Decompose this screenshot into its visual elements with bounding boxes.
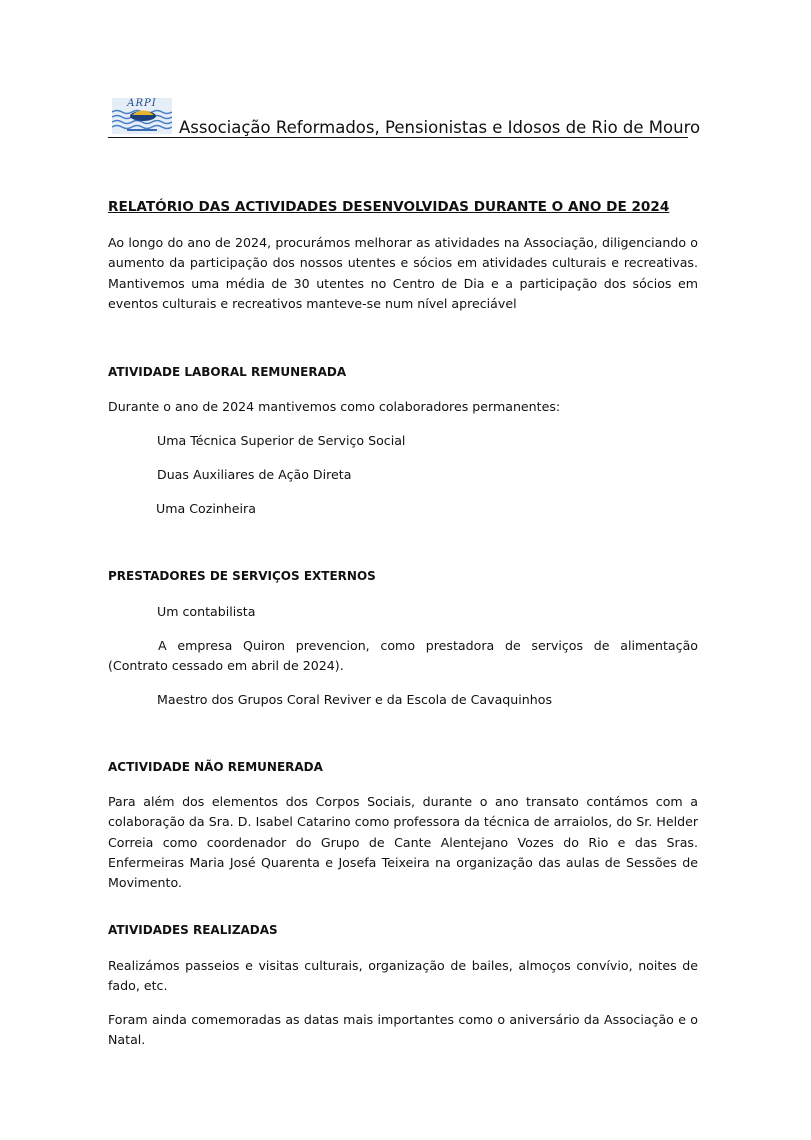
staff-item: Duas Auxiliares de Ação Direta: [157, 467, 352, 482]
section-heading-nao-remunerada: ACTIVIDADE NÃO REMUNERADA: [108, 760, 323, 774]
association-logo: [112, 98, 172, 134]
section-heading-externos: PRESTADORES DE SERVIÇOS EXTERNOS: [108, 569, 376, 583]
letterhead: [108, 96, 701, 140]
intro-paragraph: Ao longo do ano de 2024, procurámos melhorar as atividades na Associação, diligenciando o aumento da participação dos nossos utentes e sócios em atividades culturais e recreativas. Mantivemos uma média de 30 utentes no Centro de Dia e a participação dos sócios em eventos culturais e recreativos manteve-se num nível apreciável: [108, 235, 698, 311]
staff-item: Uma Técnica Superior de Serviço Social: [157, 433, 406, 448]
provider-item: A empresa Quiron prevencion, como prestadora de serviços de alimentação (Contrato cessado em abril de 2024).: [108, 638, 698, 674]
activities-paragraph: Realizámos passeios e visitas culturais, organização de bailes, almoços convívio, noites de fado, etc.: [108, 958, 698, 994]
logo-lettering: ARPI: [127, 98, 157, 109]
staff-item: Uma Cozinheira: [156, 501, 256, 516]
report-title: RELATÓRIO DAS ACTIVIDADES DESENVOLVIDAS DURANTE O ANO DE 2024: [108, 199, 670, 215]
header-underline: [108, 137, 688, 138]
section-heading-realizadas: ATIVIDADES REALIZADAS: [108, 923, 278, 937]
laboral-lead-text: Durante o ano de 2024 mantivemos como colaboradores permanentes:: [108, 399, 561, 414]
activities-paragraph: Foram ainda comemoradas as datas mais importantes como o aniversário da Associação e o Natal.: [108, 1012, 698, 1048]
section-heading-laboral: ATIVIDADE LABORAL REMUNERADA: [108, 365, 347, 379]
volunteer-paragraph: Para além dos elementos dos Corpos Sociais, durante o ano transato contámos com a colaboração da Sra. D. Isabel Catarino como professora da técnica de arraiolos, do Sr. Helder Correia como coordenador do Grupo de Cante Alentejano Vozes do Rio e das Sras. Enfermeiras Maria José Quarenta e Josefa Teixeira na organização das aulas de Sessões de Movimento.: [108, 794, 698, 891]
provider-item: Maestro dos Grupos Coral Reviver e da Escola de Cavaquinhos: [157, 692, 553, 707]
provider-item: Um contabilista: [157, 604, 256, 619]
organization-name: Associação Reformados, Pensionistas e Idosos de Rio de Mouro: [179, 118, 701, 137]
